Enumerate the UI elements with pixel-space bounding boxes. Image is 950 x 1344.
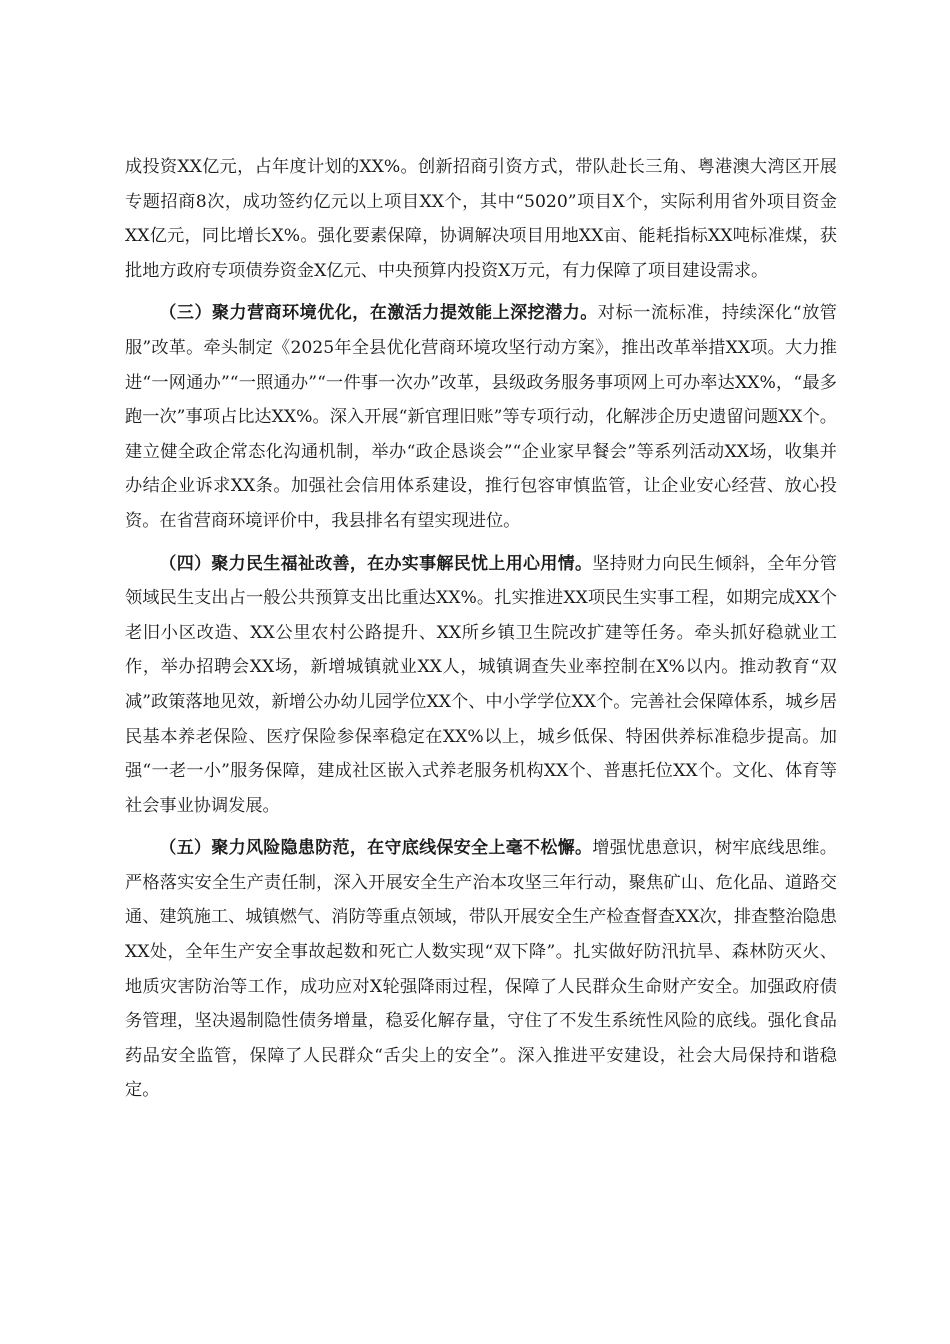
- document-page: [125, 150, 837, 1116]
- section-heading-3: （三）聚力营商环境优化，在激活力提效能上深挖潜力。: [159, 303, 598, 324]
- section-heading-5: （五）聚力风险隐患防范，在守底线保安全上毫不松懈。: [159, 838, 593, 859]
- paragraph-business-environment: [125, 296, 837, 538]
- paragraph-body: 增强忧患意识，树牢底线思维。严格落实安全生产责任制，深入开展安全生产治本攻坚三年行动，聚焦矿山、危化品、道路交通、建筑施工、城镇燃气、消防等重点领域，带队开展安全生产检查督查XX次，排查整治隐患XX处，全年生产安全事故起数和死亡人数实现“双下降”。扎实做好防汛抗旱、森林防灭火、地质灾害防治等工作，成功应对X轮强降雨过程，保障了人民群众生命财产安全。加强政府债务管理，坚决遏制隐性债务增量，稳妥化解存量，守住了不发生系统性风险的底线。强化食品药品安全监管，保障了人民群众“舌尖上的安全”。深入推进平安建设，社会大局保持和谐稳定。: [125, 838, 837, 1101]
- paragraph-risk-prevention: [125, 831, 837, 1108]
- paragraph-livelihood: [125, 547, 837, 824]
- section-heading-4: （四）聚力民生福祉改善，在办实事解民忧上用心用情。: [159, 553, 593, 574]
- paragraph-body: 对标一流标准，持续深化“放管服”改革。牵头制定《2025年全县优化营商环境攻坚行动方案》，推出改革举措XX项。大力推进“一网通办”“一照通办”“一件事一次办”改革，县级政务服务事项网上可办率达XX%，“最多跑一次”事项占比达XX%。深入开展“新官理旧账”等专项行动，化解涉企历史遗留问题XX个。建立健全政企常态化沟通机制，举办“政企恳谈会”“企业家早餐会”等系列活动XX场，收集并办结企业诉求XX条。加强社会信用体系建设，推行包容审慎监管，让企业安心经营、放心投资。在省营商环境评价中，我县排名有望实现进位。: [125, 303, 837, 531]
- paragraph-body: 成投资XX亿元，占年度计划的XX%。创新招商引资方式，带队赴长三角、粤港澳大湾区开展专题招商8次，成功签约亿元以上项目XX个，其中“5020”项目X个，实际利用省外项目资金XX亿元，同比增长X%。强化要素保障，协调解决项目用地XX亩、能耗指标XX吨标准煤，获批地方政府专项债券资金X亿元、中央预算内投资X万元，有力保障了项目建设需求。: [125, 157, 837, 281]
- paragraph-investment-continued: [125, 150, 837, 288]
- paragraph-body: 坚持财力向民生倾斜，全年分管领域民生支出占一般公共预算支出比重达XX%。扎实推进XX项民生实事工程，如期完成XX个老旧小区改造、XX公里农村公路提升、XX所乡镇卫生院改扩建等任务。牵头抓好稳就业工作，举办招聘会XX场，新增城镇就业XX人，城镇调查失业率控制在X%以内。推动教育“双减”政策落地见效，新增公办幼儿园学位XX个、中小学学位XX个。完善社会保障体系，城乡居民基本养老保险、医疗保险参保率稳定在XX%以上，城乡低保、特困供养标准稳步提高。加强“一老一小”服务保障，建成社区嵌入式养老服务机构XX个、普惠托位XX个。文化、体育等社会事业协调发展。: [125, 553, 837, 816]
